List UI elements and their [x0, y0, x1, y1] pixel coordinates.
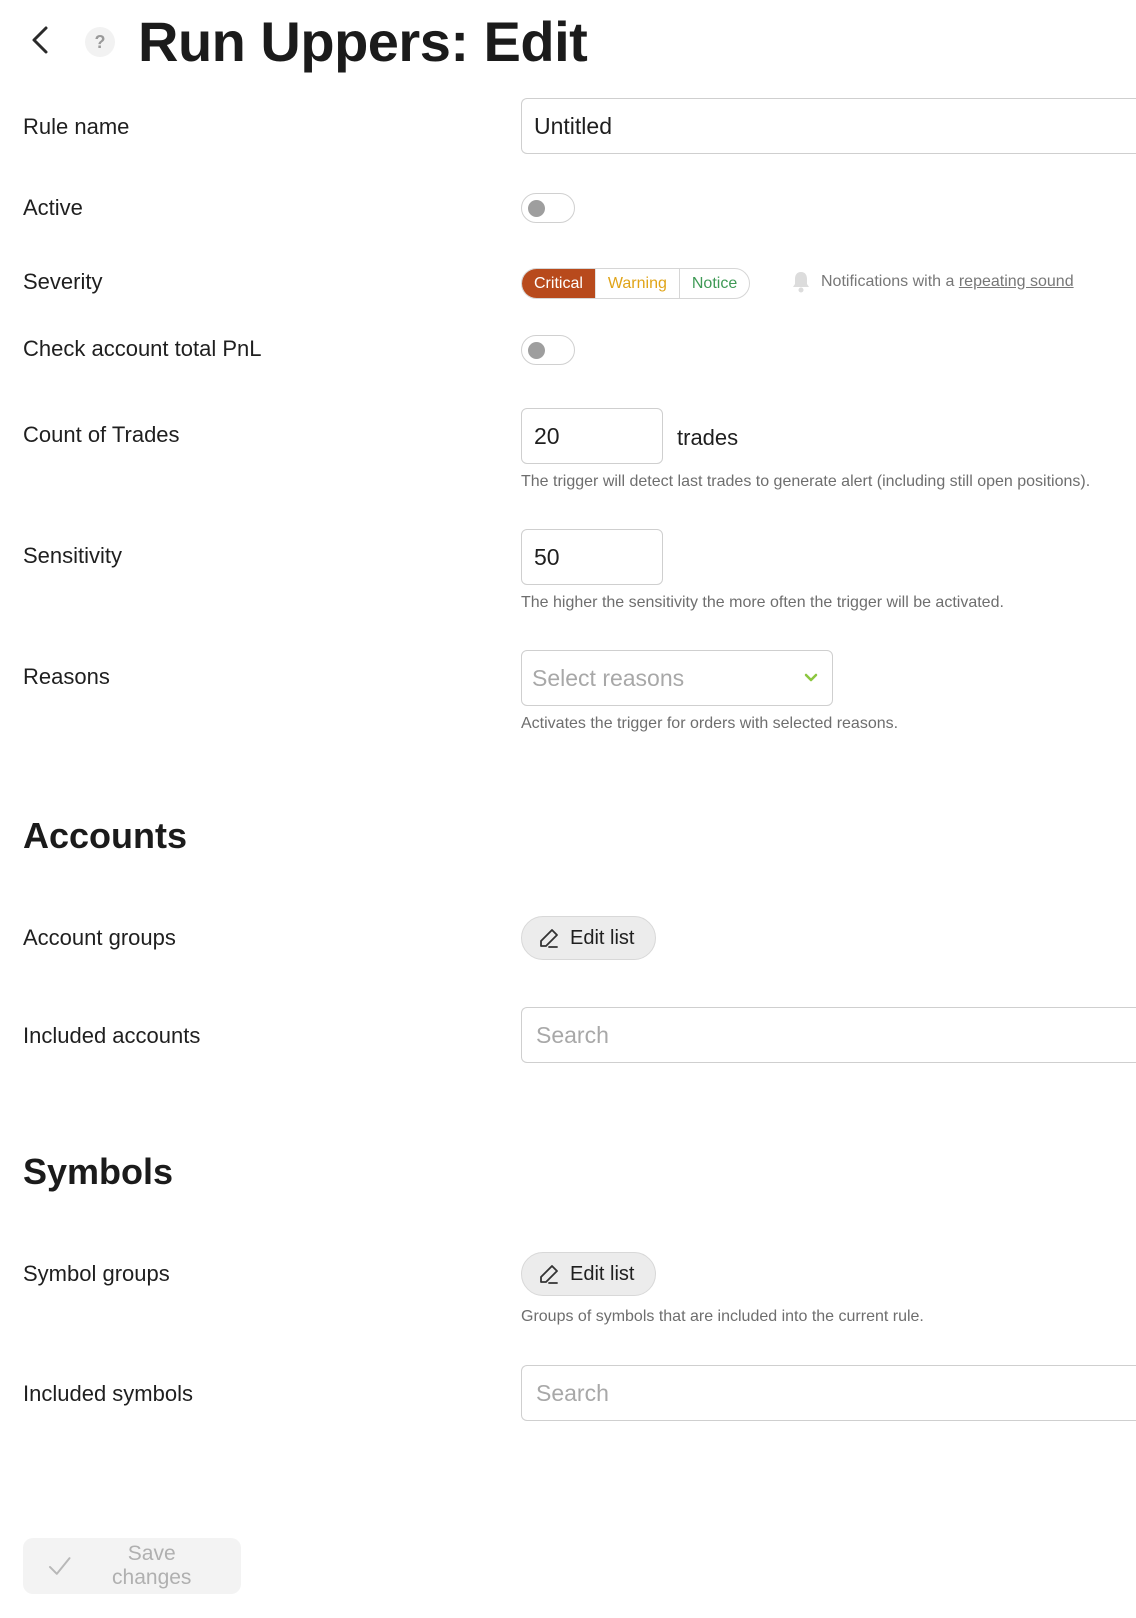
reasons-label: Reasons: [23, 664, 110, 689]
severity-label: Severity: [23, 269, 103, 294]
active-toggle[interactable]: [521, 193, 575, 223]
reasons-hint: Activates the trigger for orders with selected reasons.: [521, 715, 899, 732]
sensitivity-label: Sensitivity: [23, 543, 123, 568]
check-pnl-label: Check account total PnL: [23, 336, 262, 361]
account-groups-label: Account groups: [23, 925, 176, 950]
edit-list-label: Edit list: [570, 1262, 635, 1285]
severity-critical-option[interactable]: Critical: [522, 269, 595, 298]
accounts-heading: Accounts: [23, 815, 188, 856]
count-of-trades-label: Count of Trades: [23, 422, 180, 447]
sensitivity-hint: The higher the sensitivity the more often the trigger will be activated.: [521, 594, 1004, 611]
pencil-icon: [538, 1263, 560, 1285]
severity-notice-option[interactable]: Notice: [679, 269, 749, 298]
accounts-search-input[interactable]: [521, 1007, 1136, 1063]
severity-warning-option[interactable]: Warning: [595, 269, 679, 298]
symbol-groups-hint: Groups of symbols that are included into the current rule.: [521, 1308, 924, 1325]
account-groups-edit-button[interactable]: [521, 916, 656, 960]
sensitivity-input[interactable]: [521, 529, 663, 585]
included-accounts-label: Included accounts: [23, 1023, 201, 1048]
symbol-groups-label: Symbol groups: [23, 1261, 170, 1286]
check-pnl-toggle[interactable]: [521, 335, 575, 365]
edit-list-label: Edit list: [570, 926, 635, 949]
trades-unit-label: trades: [677, 425, 739, 450]
checkmark-icon: [47, 1553, 72, 1579]
severity-selector: [521, 268, 750, 299]
symbols-heading: Symbols: [23, 1151, 174, 1192]
repeating-sound-link[interactable]: repeating sound: [958, 273, 1074, 290]
help-icon[interactable]: ?: [85, 27, 115, 57]
count-of-trades-hint: The trigger will detect last trades to generate alert (including still open positions).: [521, 473, 1091, 490]
reasons-placeholder: Select reasons: [532, 665, 685, 691]
bell-icon: [791, 270, 811, 294]
symbols-search-input[interactable]: [521, 1365, 1136, 1421]
save-changes-button[interactable]: [23, 1538, 241, 1594]
rule-name-label: Rule name: [23, 114, 130, 139]
reasons-select[interactable]: [521, 650, 833, 706]
count-of-trades-input[interactable]: [521, 408, 663, 464]
chevron-down-icon: [804, 671, 818, 685]
save-changes-label: Save changes: [112, 1542, 192, 1589]
back-arrow-icon[interactable]: [26, 20, 54, 60]
active-label: Active: [23, 195, 83, 220]
included-symbols-label: Included symbols: [23, 1381, 193, 1406]
symbol-groups-edit-button[interactable]: [521, 1252, 656, 1296]
pencil-icon: [538, 927, 560, 949]
toggle-knob: [528, 342, 545, 359]
page-title: Run Uppers: Edit: [138, 10, 588, 73]
rule-name-input[interactable]: [521, 98, 1136, 154]
notification-prefix: Notifications with a: [821, 273, 955, 290]
notification-text: [821, 272, 1074, 292]
toggle-knob: [528, 200, 545, 217]
